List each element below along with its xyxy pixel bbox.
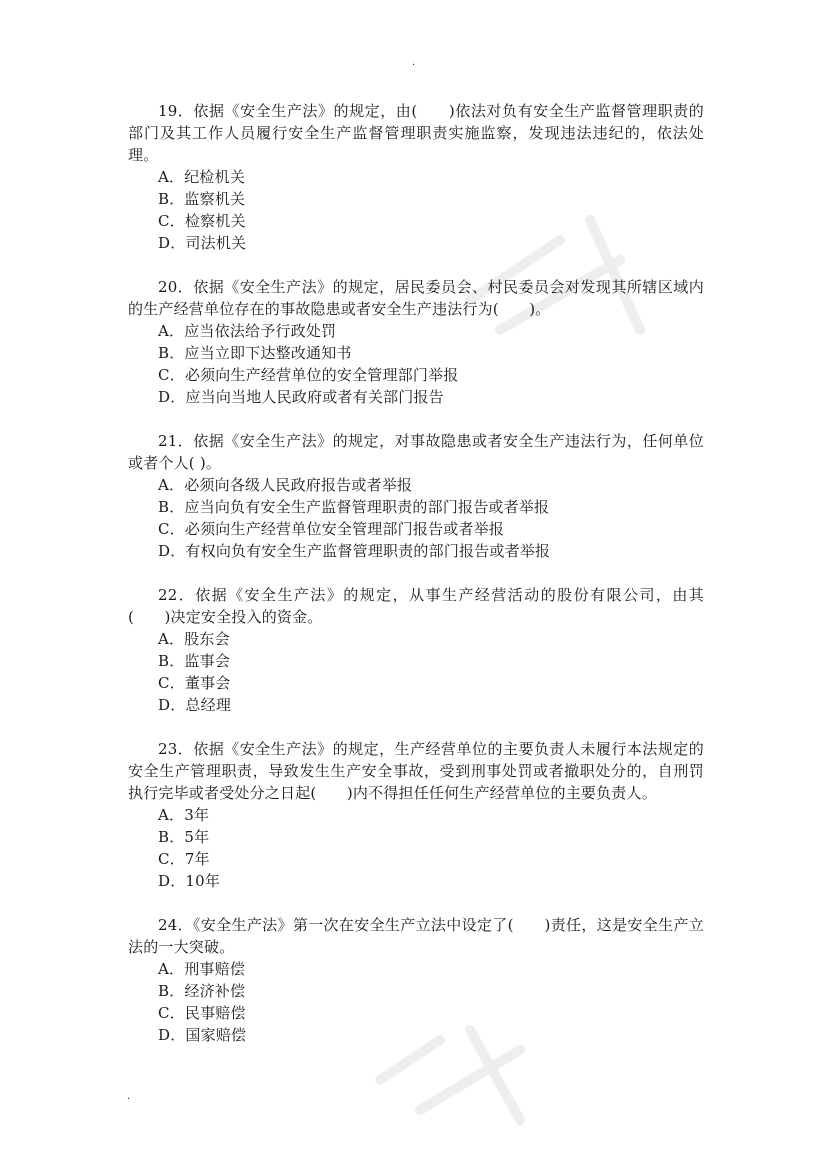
option-a: A．3年 [158, 806, 210, 824]
option-b: B．应当立即下达整改通知书 [158, 344, 352, 362]
option-list [128, 474, 704, 562]
question-list [128, 100, 704, 1068]
option-b: B．应当向负有安全生产监督管理职责的部门报告或者举报 [158, 498, 550, 516]
option-d: D．总经理 [158, 696, 232, 714]
option-c: C．民事赔偿 [158, 1004, 246, 1022]
option-d: D．国家赔偿 [158, 1026, 247, 1044]
option-a: A．必须向各级人民政府报告或者举报 [158, 476, 413, 494]
option-d: D．司法机关 [158, 234, 247, 252]
question-stem: 21．依据《安全生产法》的规定，对事故隐患或者安全生产违法行为，任何单位或者个人( )。 [128, 432, 704, 472]
option-a: A．应当依法给予行政处罚 [158, 322, 337, 340]
option-c: C．7年 [158, 850, 210, 868]
header-mark: . [412, 57, 416, 68]
question-stem: 20．依据《安全生产法》的规定，居民委员会、村民委员会对发现其所辖区域内的生产经营单位存在的事故隐患或者安全生产违法行为( )。 [128, 278, 704, 318]
question-stem: 19．依据《安全生产法》的规定，由( )依法对负有安全生产监督管理职责的部门及其工作人员履行安全生产监督管理职责实施监察，发现违法违纪的，依法处理。 [128, 102, 704, 164]
option-d: D．应当向当地人民政府或者有关部门报告 [158, 388, 444, 406]
option-list [128, 320, 704, 408]
option-c: C．必须向生产经营单位安全管理部门报告或者举报 [158, 520, 505, 538]
option-a: A．股东会 [158, 630, 230, 648]
option-b: B．监事会 [158, 652, 231, 670]
footer-mark: . [127, 1091, 131, 1102]
option-d: D．10年 [158, 872, 221, 890]
question-stem: 23．依据《安全生产法》的规定，生产经营单位的主要负责人未履行本法规定的安全生产管理职责，导致发生生产安全事故，受到刑事处罚或者撤职处分的，自刑罚执行完毕或者受处分之日起( )内不得担任任何生产经营单位的主要负责人。 [128, 740, 704, 802]
question-24 [128, 914, 704, 1046]
option-a: A．纪检机关 [158, 168, 246, 186]
option-list [128, 166, 704, 254]
question-23 [128, 738, 704, 892]
option-b: B．5年 [158, 828, 210, 846]
option-c: C．必须向生产经营单位的安全管理部门举报 [158, 366, 459, 384]
option-b: B．经济补偿 [158, 982, 246, 1000]
question-stem: 24．《安全生产法》第一次在安全生产立法中设定了( )责任，这是安全生产立法的一大突破。 [128, 916, 704, 956]
question-20 [128, 276, 704, 408]
question-19 [128, 100, 704, 254]
option-a: A．刑事赔偿 [158, 960, 246, 978]
question-22 [128, 584, 704, 716]
option-d: D．有权向负有安全生产监督管理职责的部门报告或者举报 [158, 542, 551, 560]
option-c: C．检察机关 [158, 212, 246, 230]
option-c: C．董事会 [158, 674, 231, 692]
option-list [128, 804, 704, 892]
option-list [128, 628, 704, 716]
option-list [128, 958, 704, 1046]
question-stem: 22．依据《安全生产法》的规定，从事生产经营活动的股份有限公司，由其( )决定安全投入的资金。 [128, 586, 704, 626]
option-b: B．监察机关 [158, 190, 246, 208]
question-21 [128, 430, 704, 562]
